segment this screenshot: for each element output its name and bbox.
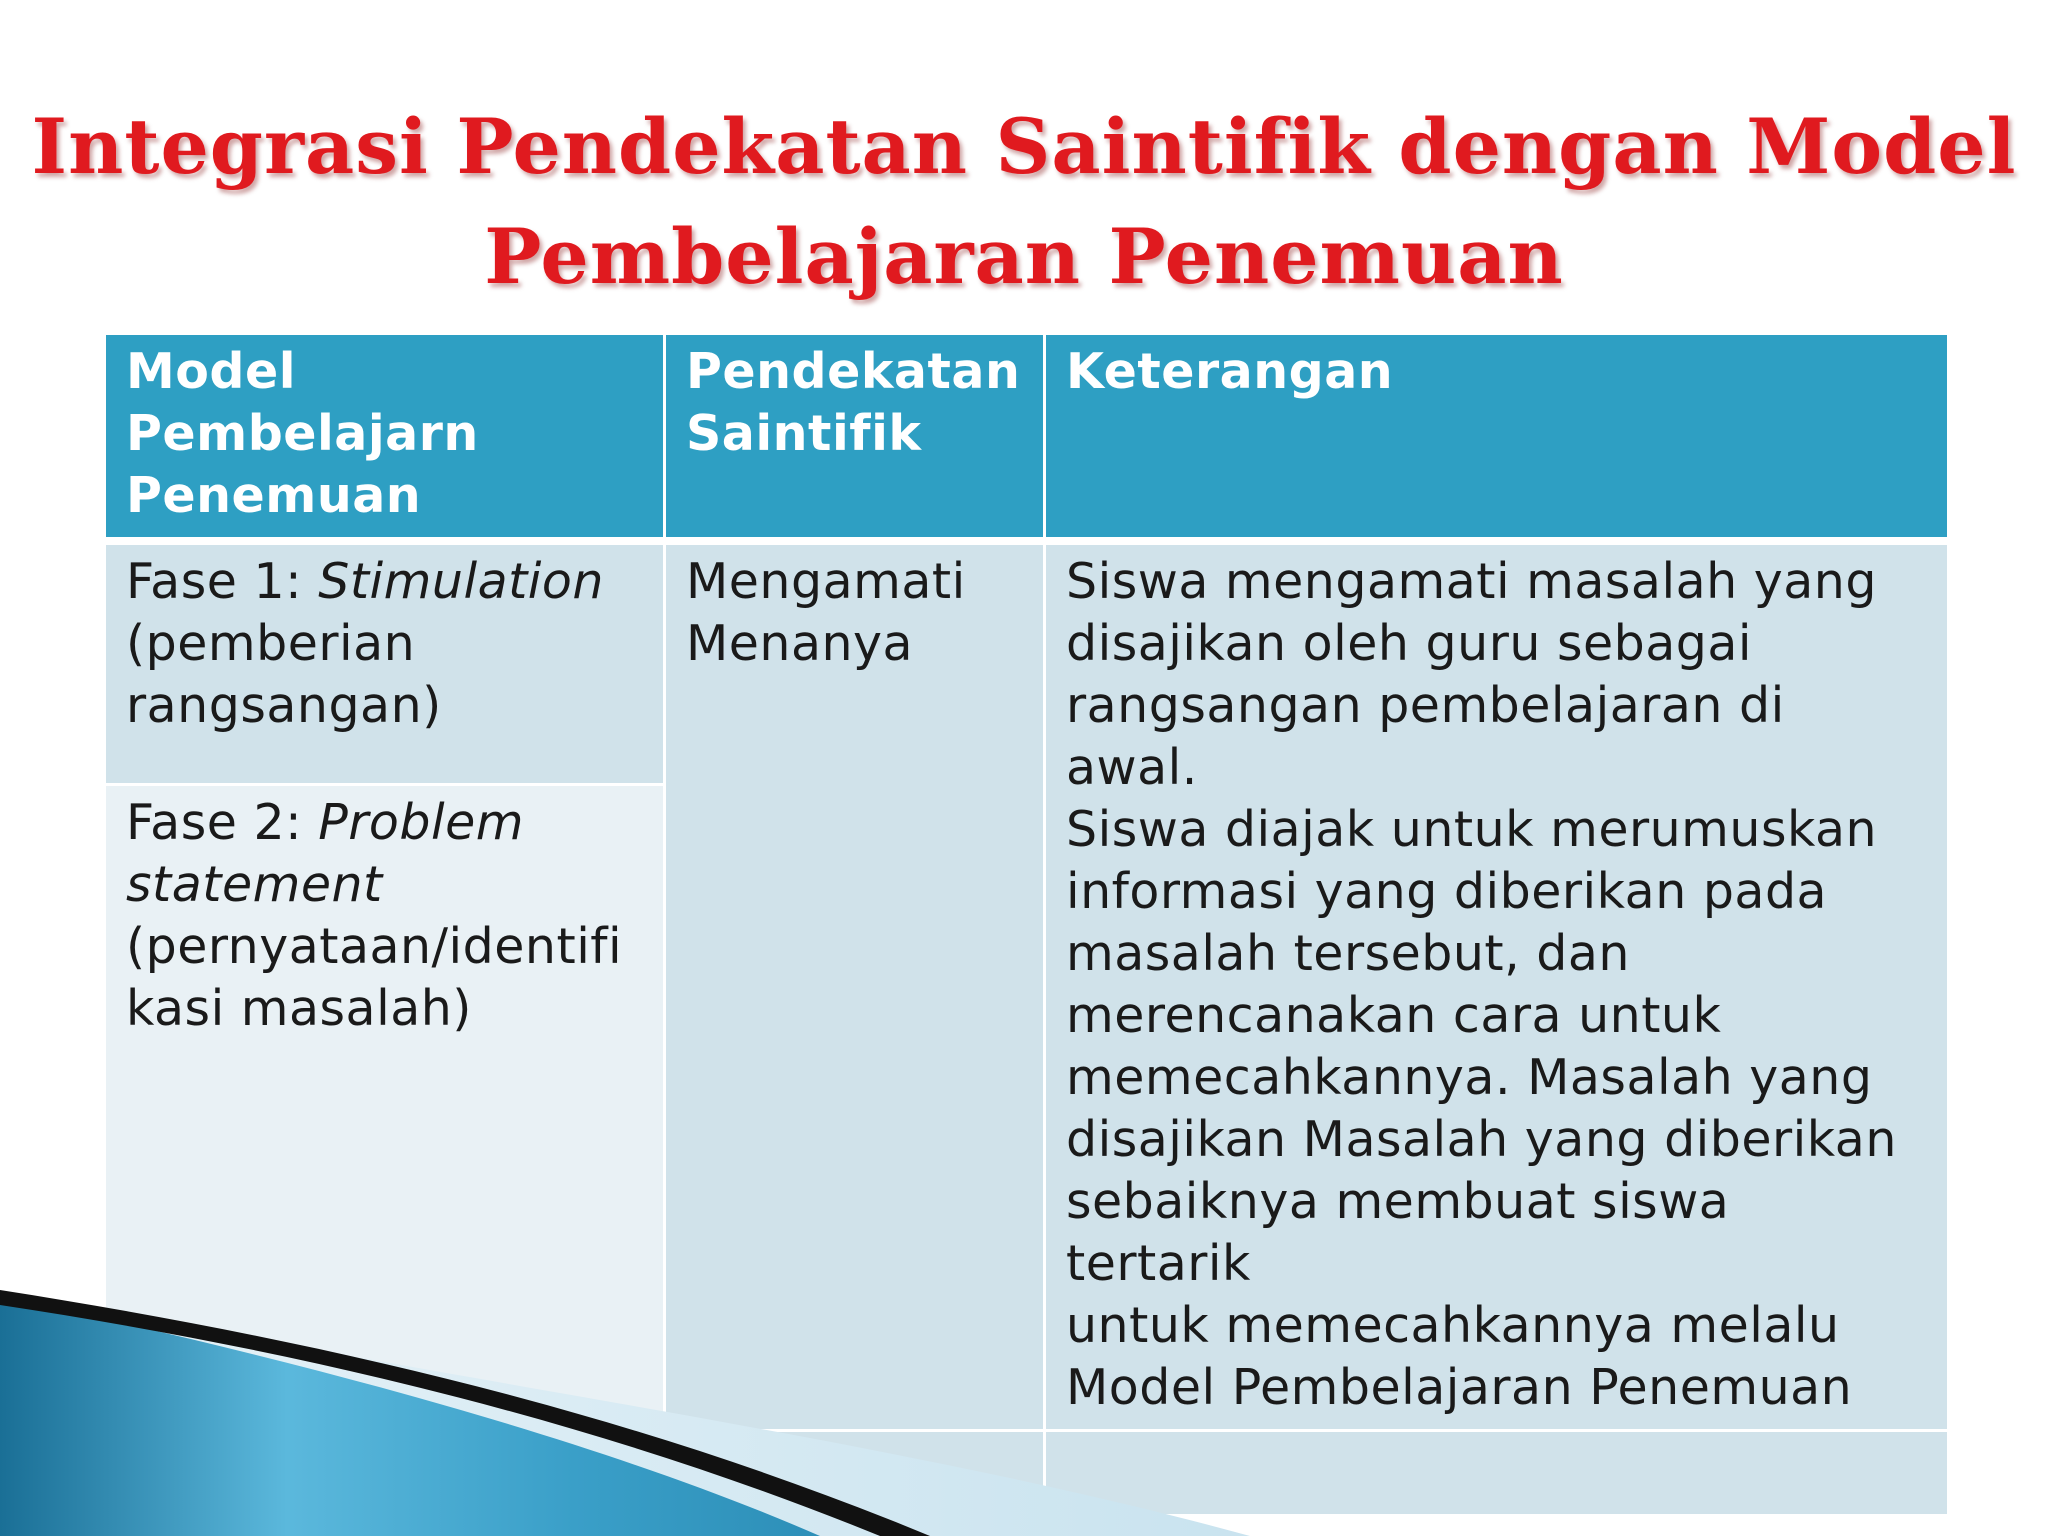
slide-title-line-2: Pembelajaran Penemuan [484,212,1564,301]
slide-title-line-1: Integrasi Pendekatan Saintifik dengan Model [31,102,2017,191]
phase-2-term: Problem statement [126,793,525,913]
phase-1-rest: (pemberian rangsangan) [126,615,442,734]
swoosh-blue-band [0,1296,820,1536]
header-description: Keterangan [1045,334,1949,542]
phase-2-rest: (pernyataan/identifi kasi masalah) [126,917,623,1037]
phase-1-term: Stimulation [318,553,604,610]
phase-1-prefix: Fase 1: [126,553,319,610]
header-approach: Pendekatan Saintifik [665,334,1045,542]
phase-2-prefix: Fase 2: [126,793,319,851]
approach-cell: Mengamati Menanya [665,541,1045,1431]
header-model: Model Pembelajarn Penemuan [105,334,665,542]
description-cell: Siswa mengamati masalah yang disajikan oleh guru sebagai rangsangan pembelajaran di awal. Siswa diajak untuk merumuskan informasi yang diberikan pada masalah tersebut, dan merencanakan cara untuk memecahkannya. Masalah yang disajikan Masalah yang diberikan sebaiknya membuat siswa tertarik untuk memecahkannya melalu Model Pembelajaran Penemuan [1045,541,1949,1431]
